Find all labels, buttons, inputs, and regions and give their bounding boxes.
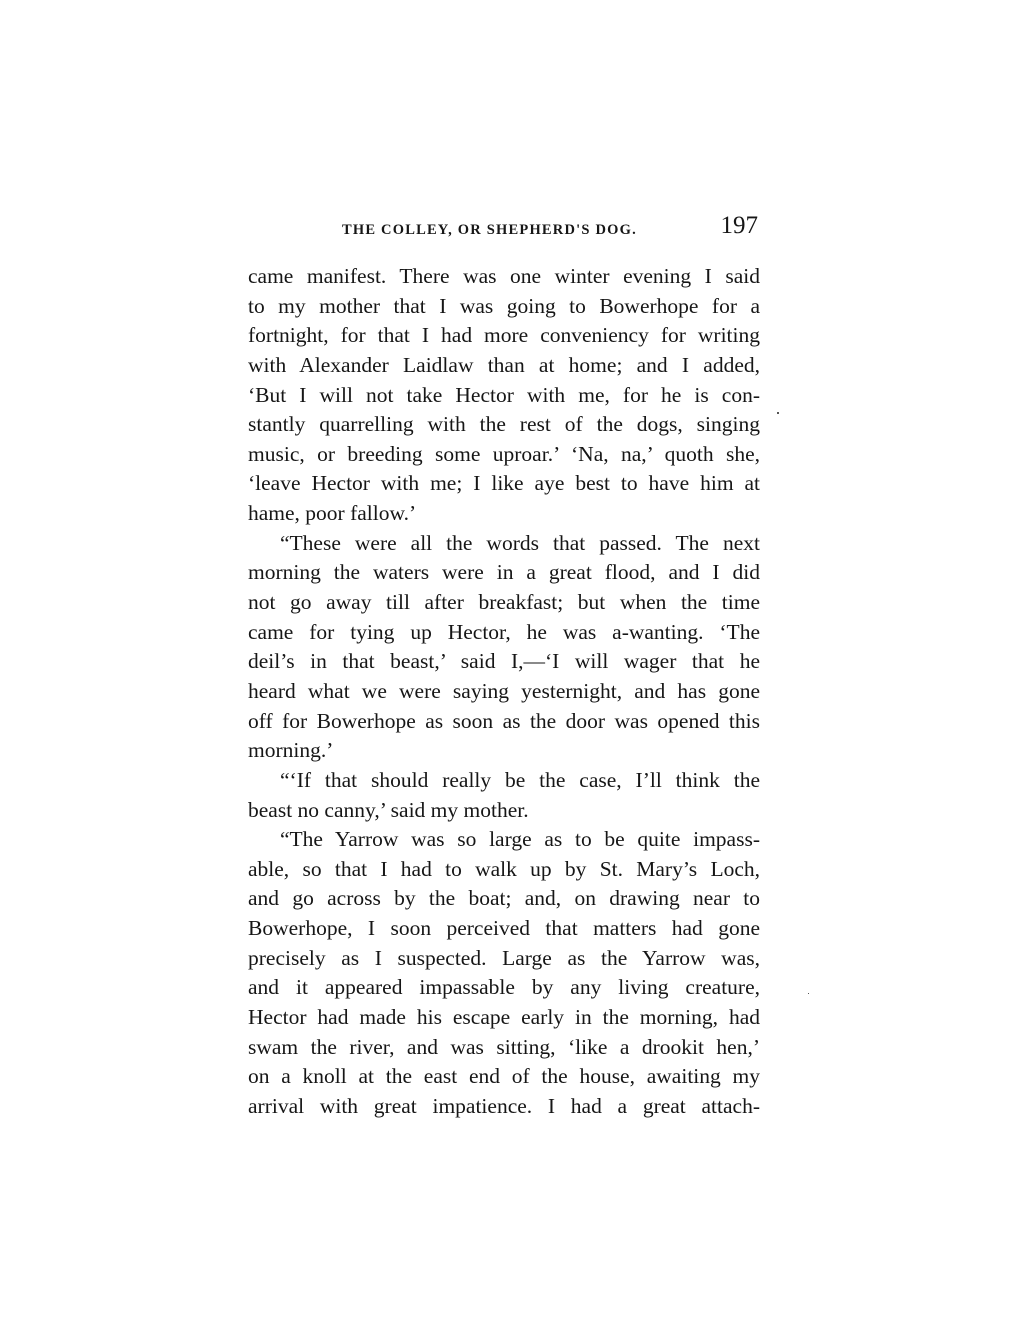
text-line: able, so that I had to walk up by St. Mary’s Loch, (248, 856, 760, 881)
text-line: arrival with great impatience. I had a great attach- (248, 1093, 760, 1118)
text-line: “The Yarrow was so large as to be quite impass- (280, 827, 760, 852)
scan-speck (808, 993, 809, 994)
text-line: off for Bowerhope as soon as the door was opened this (248, 708, 760, 733)
text-line: swam the river, and was sitting, ‘like a drookit hen,’ (248, 1034, 760, 1059)
running-title: THE COLLEY, OR SHEPHERD'S DOG. (342, 222, 637, 238)
page-number: 197 (720, 212, 758, 239)
scan-speck (777, 412, 779, 414)
text-line: on a knoll at the east end of the house, awaiting my (248, 1064, 760, 1089)
text-line: and go across by the boat; and, on drawing near to (248, 886, 760, 911)
text-line: and it appeared impassable by any living creature, (248, 975, 760, 1000)
text-line: came for tying up Hector, he was a-wanting. ‘The (248, 619, 760, 644)
text-line: fortnight, for that I had more conveniency for writing (248, 323, 760, 348)
text-line: beast no canny,’ said my mother. (248, 797, 529, 822)
text-line: morning the waters were in a great flood, and I did (248, 560, 760, 585)
text-line: stantly quarrelling with the rest of the dogs, singing (248, 412, 760, 437)
text-line: morning.’ (248, 738, 334, 763)
text-line: precisely as I suspected. Large as the Yarrow was, (248, 945, 760, 970)
text-line: came manifest. There was one winter evening I said (248, 264, 760, 288)
text-line: Bowerhope, I soon perceived that matters had gone (248, 916, 760, 941)
text-line: not go away till after breakfast; but when the time (248, 590, 760, 615)
text-line: heard what we were saying yesternight, and has gone (248, 678, 760, 703)
text-line: to my mother that I was going to Bowerhope for a (248, 293, 760, 318)
text-line: ‘leave Hector with me; I like aye best to have him at (248, 471, 760, 496)
body-text (248, 262, 760, 1122)
text-line: Hector had made his escape early in the morning, had (248, 1005, 760, 1030)
text-line: music, or breeding some uproar.’ ‘Na, na,’ quoth she, (248, 441, 760, 466)
text-line: hame, poor fallow.’ (248, 501, 417, 526)
text-line: ‘But I will not take Hector with me, for he is con- (248, 382, 760, 407)
text-line: “These were all the words that passed. The next (280, 530, 760, 555)
text-line: “‘If that should really be the case, I’ll think the (280, 767, 760, 792)
running-head (248, 212, 762, 248)
text-line: deil’s in that beast,’ said I,—‘I will wager that he (248, 649, 760, 674)
text-line: with Alexander Laidlaw than at home; and I added, (248, 352, 760, 377)
